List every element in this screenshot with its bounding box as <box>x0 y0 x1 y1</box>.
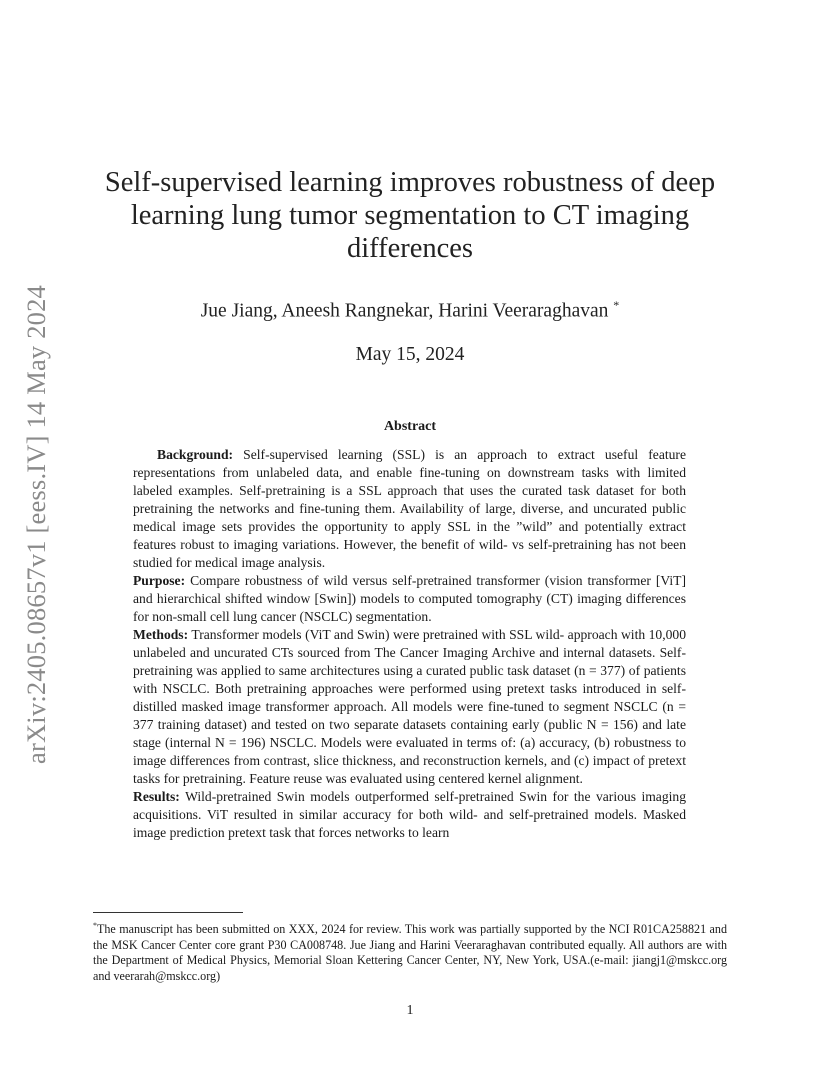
author-line <box>100 298 720 323</box>
footnote <box>93 918 727 984</box>
abstract-purpose <box>133 572 686 626</box>
results-text: Wild-pretrained Swin models outperformed self-pretrained Swin for the various imaging acquisitions. ViT resulted in similar accuracy for both wild- and self-pretrained models. Masked image prediction pretext task that forces networks to learn <box>133 789 687 840</box>
arxiv-identifier-text: arXiv:2405.08657v1 [eess.IV] 14 May 2024 <box>21 284 52 765</box>
footnote-text: The manuscript has been submitted on XXX, 2024 for review. This work was partially supported by the NCI R01CA258821 and the MSK Cancer Center core grant P30 CA008748. Jue Jiang and Harini Veeraraghavan contributed equally. All authors are with the Department of Medical Physics, Memorial Sloan Kettering Cancer Center, NY, New York, USA.(e-mail: jiangj1@mskcc.org and veerarah@mskcc.org) <box>93 922 727 983</box>
methods-text: Transformer models (ViT and Swin) were pretrained with SSL wild- approach with 10,000 unlabeled and uncurated CTs sourced from The Cancer Imaging Archive and internal datasets. Self-pretraining was applied to same architectures using a curated public task dataset (n = 377) of patients with NSCLC. Both pretraining approaches were performed using pretext tasks introduced in self-distilled masked image transformer approach. All models were fine-tuned to segment NSCLC (n = 377 training dataset) and tested on two separate datasets containing early (public N = 156) and late stage (internal N = 196) NSCLC. Models were evaluated in terms of: (a) accuracy, (b) robustness to image differences from contrast, slice thickness, and reconstruction kernels, and (c) impact of pretext tasks for pretraining. Feature reuse was evaluated using centered kernel alignment. <box>133 627 687 786</box>
abstract-background <box>133 446 686 572</box>
paper-date: May 15, 2024 <box>355 344 465 365</box>
abstract-methods <box>133 626 686 788</box>
purpose-text: Compare robustness of wild versus self-pretrained transformer (vision transformer [ViT] and hierarchical shifted window [Swin]) models to computed tomography (CT) imaging differences for non-small cell lung cancer (NSCLC) segmentation. <box>133 573 686 624</box>
results-label: Results: <box>133 789 180 804</box>
methods-label: Methods: <box>133 627 189 642</box>
background-text: Self-supervised learning (SSL) is an approach to extract useful feature representations from unlabeled data, and enable fine-tuning on downstream tasks with limited labeled examples. Self-pretraining is a SSL approach that uses the curated task dataset for both pretraining the networks and fine-tuning them. Availability of large, diverse, and uncurated public medical image sets provides the opportunity to apply SSL in the ”wild” and potentially extract features robust to imaging variations. However, the benefit of wild- vs self-pretraining has not been studied for medical image analysis. <box>133 447 686 570</box>
author-footnote-mark: * <box>613 298 620 312</box>
author-names: Jue Jiang, Aneesh Rangnekar, Harini Veeraraghavan <box>200 300 609 322</box>
abstract-results <box>133 788 686 842</box>
background-label: Background: <box>157 447 234 462</box>
paper-title: Self-supervised learning improves robustness of deep learning lung tumor segmentation to CT imaging differences <box>104 167 716 264</box>
footnote-mark: * <box>93 921 97 930</box>
arxiv-identifier-stamp <box>18 276 56 773</box>
purpose-label: Purpose: <box>133 573 186 588</box>
page-number: 1 <box>406 1003 414 1018</box>
footnote-divider <box>93 912 243 913</box>
abstract-heading: Abstract <box>383 419 437 434</box>
abstract-body <box>133 446 686 842</box>
